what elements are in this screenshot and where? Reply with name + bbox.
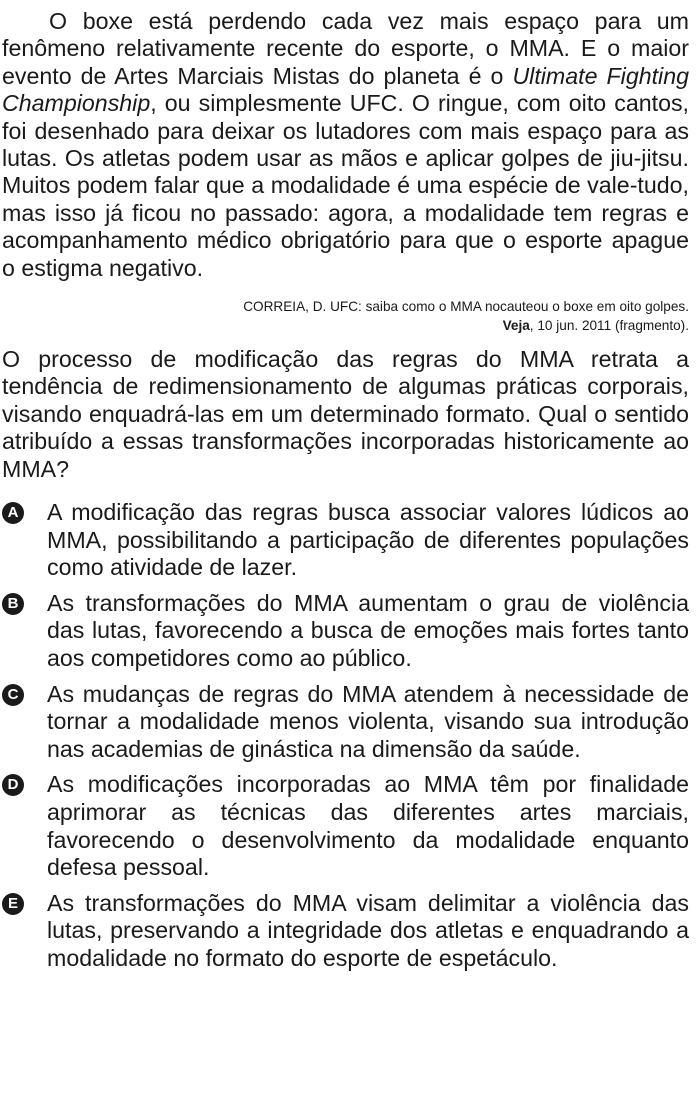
passage-text-end: , ou simplesmente UFC. O ringue, com oito cantos, foi desenhado para deixar os lutadores com mais espaço para as lutas. Os atletas podem usar as mãos e aplicar golpes de jiu-jitsu. Muitos podem falar que a modalidade é uma espécie de vale-tudo, mas isso já ficou no passado: agora, a modalidade tem regras e acompanhamento médico obrigatório para que o esporte apague o estigma negativo. <box>2 90 689 281</box>
citation-line-2 <box>2 317 689 336</box>
option-b-letter-badge: B <box>2 593 24 615</box>
option-b-text: As transformações do MMA aumentam o grau de violência das lutas, favorecendo a busca de emoções mais fortes tanto aos competidores como ao público. <box>47 589 689 672</box>
option-a[interactable] <box>2 499 689 582</box>
option-b[interactable] <box>2 590 689 673</box>
option-d-text: As modificações incorporadas ao MMA têm por finalidade aprimorar as técnicas das diferentes artes marciais, favorecendo o desenvolvimento da modalidade enquanto defesa pessoal. <box>47 771 689 881</box>
reading-passage <box>2 8 689 282</box>
question-prompt: O processo de modificação das regras do MMA retrata a tendência de redimensionamento de algumas práticas corporais, visando enquadrá-las em um determinado formato. Qual o sentido atribuído a essas transformações incorporadas historicamente ao MMA? <box>2 346 689 482</box>
option-c-text: As mudanças de regras do MMA atendem à necessidade de tornar a modalidade menos violenta, visando sua introdução nas academias de ginástica na dimensão da saúde. <box>47 680 689 762</box>
option-c-letter-badge: C <box>2 684 24 706</box>
citation-line-1: CORREIA, D. UFC: saiba como o MMA nocauteou o boxe em oito golpes. <box>243 299 689 315</box>
answer-options <box>2 499 689 973</box>
option-d-letter-badge: D <box>2 774 24 796</box>
option-e-letter-badge: E <box>2 893 24 915</box>
question-page <box>2 8 689 981</box>
passage-italic-event-name: Ultimate Fighting Championship <box>2 62 689 117</box>
option-a-letter-badge: A <box>2 502 24 524</box>
option-a-text: A modificação das regras busca associar valores lúdicos ao MMA, possibilitando a participação de diferentes populações como atividade de lazer. <box>47 499 689 581</box>
citation-date: , 10 jun. 2011 (fragmento). <box>529 317 689 333</box>
option-d[interactable] <box>2 771 689 881</box>
option-c[interactable] <box>2 681 689 764</box>
passage-text-start: O boxe está perdendo cada vez mais espaço para um fenômeno relativamente recente do esporte, o MMA. E o maior evento de Artes Marciais Mistas do planeta é o <box>2 8 689 89</box>
option-e-text: As transformações do MMA visam delimitar a violência das lutas, preservando a integridade dos atletas e enquadrando a modalidade no formato do esporte de espetáculo. <box>47 889 689 971</box>
passage-paragraph <box>2 8 689 282</box>
citation-publication: Veja <box>502 317 530 333</box>
option-e[interactable] <box>2 890 689 973</box>
source-citation <box>2 298 689 335</box>
